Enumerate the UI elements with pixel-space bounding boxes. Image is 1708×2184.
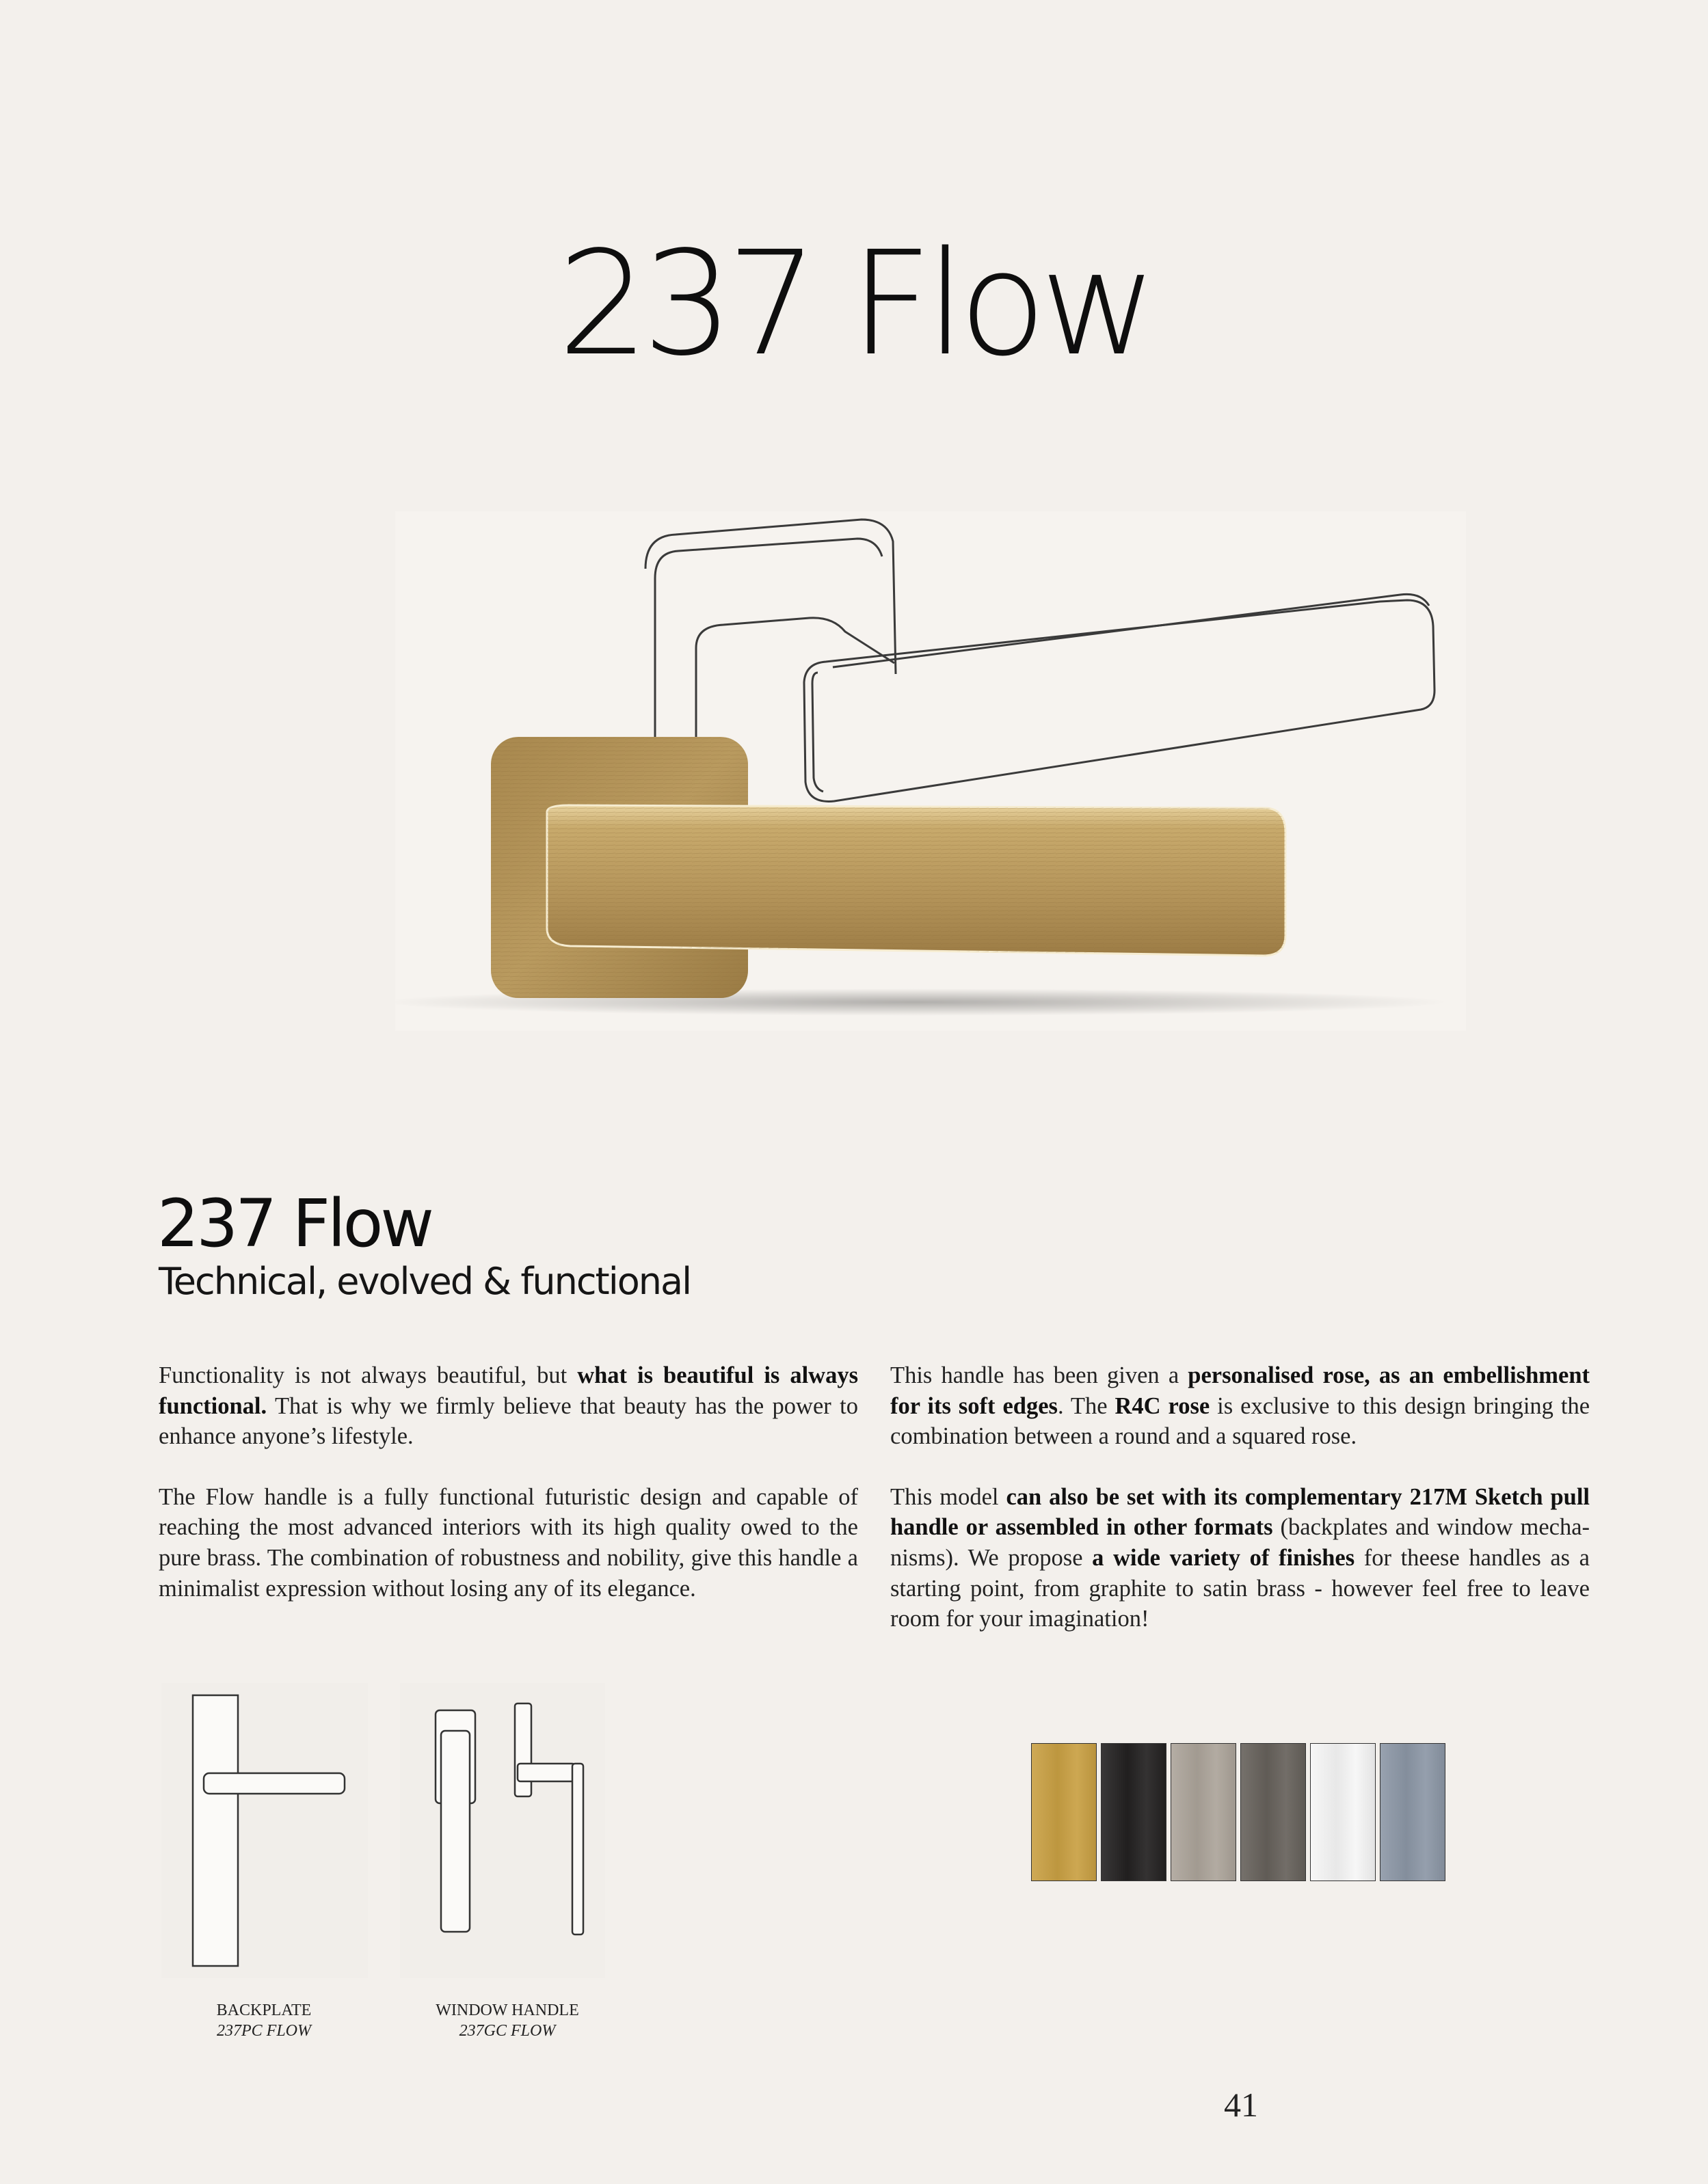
section-tagline: Technical, evolved & functional	[159, 1260, 691, 1303]
finish-swatch	[1031, 1743, 1097, 1881]
body-text-right	[890, 1360, 1590, 1664]
handle-illustration	[395, 511, 1466, 1031]
backplate-thumbnail	[161, 1683, 368, 1978]
variant-name: WINDOW HANDLE	[436, 2001, 579, 2019]
window-handle-drawing-icon	[400, 1683, 605, 1978]
finish-swatch	[1240, 1743, 1306, 1881]
finish-swatch	[1380, 1743, 1445, 1881]
window-handle-thumbnail	[400, 1683, 605, 1978]
paragraph: The Flow handle is a fully functional futuristic design and capable of reaching the most advanced interiors with its high quality owed to the pure brass. The combination of robustness and nobility, give this handle a minimalist expression without losing any of its elegance.	[159, 1483, 858, 1602]
body-text-left	[159, 1360, 858, 1634]
paragraph: This handle has been given a personalised rose, as an embellishment for its soft edges. The R4C rose is exclusive to this design bringing the combination between a round and a squared rose.	[890, 1362, 1590, 1450]
paragraph: This model can also be set with its complementary 217M Sketch pull handle or assembled in other formats (backplates and window mecha-nisms). We propose a wide variety of finishes for theese handles as a starting point, from graphite to satin brass - however feel free to leave room for your imagination!	[890, 1483, 1590, 1632]
finish-swatches	[1031, 1743, 1445, 1883]
finish-swatch	[1101, 1743, 1166, 1881]
variant-code: 237GC FLOW	[459, 2022, 556, 2040]
variant-code: 237PC FLOW	[217, 2022, 311, 2040]
variant-name: BACKPLATE	[216, 2001, 312, 2019]
backplate-caption	[161, 2000, 366, 2041]
finish-swatch	[1310, 1743, 1376, 1881]
page-number: 41	[1224, 2086, 1258, 2124]
section-title: 237 Flow	[157, 1185, 431, 1262]
finish-swatch	[1171, 1743, 1236, 1881]
backplate-drawing-icon	[161, 1683, 368, 1978]
window-handle-caption	[400, 2000, 615, 2041]
page-title: 237 Flow	[557, 220, 1151, 388]
paragraph: Functionality is not always beautiful, but what is beautiful is always functional. That is why we firmly believe that beauty has the power to enhance anyone’s lifestyle.	[159, 1362, 859, 1450]
